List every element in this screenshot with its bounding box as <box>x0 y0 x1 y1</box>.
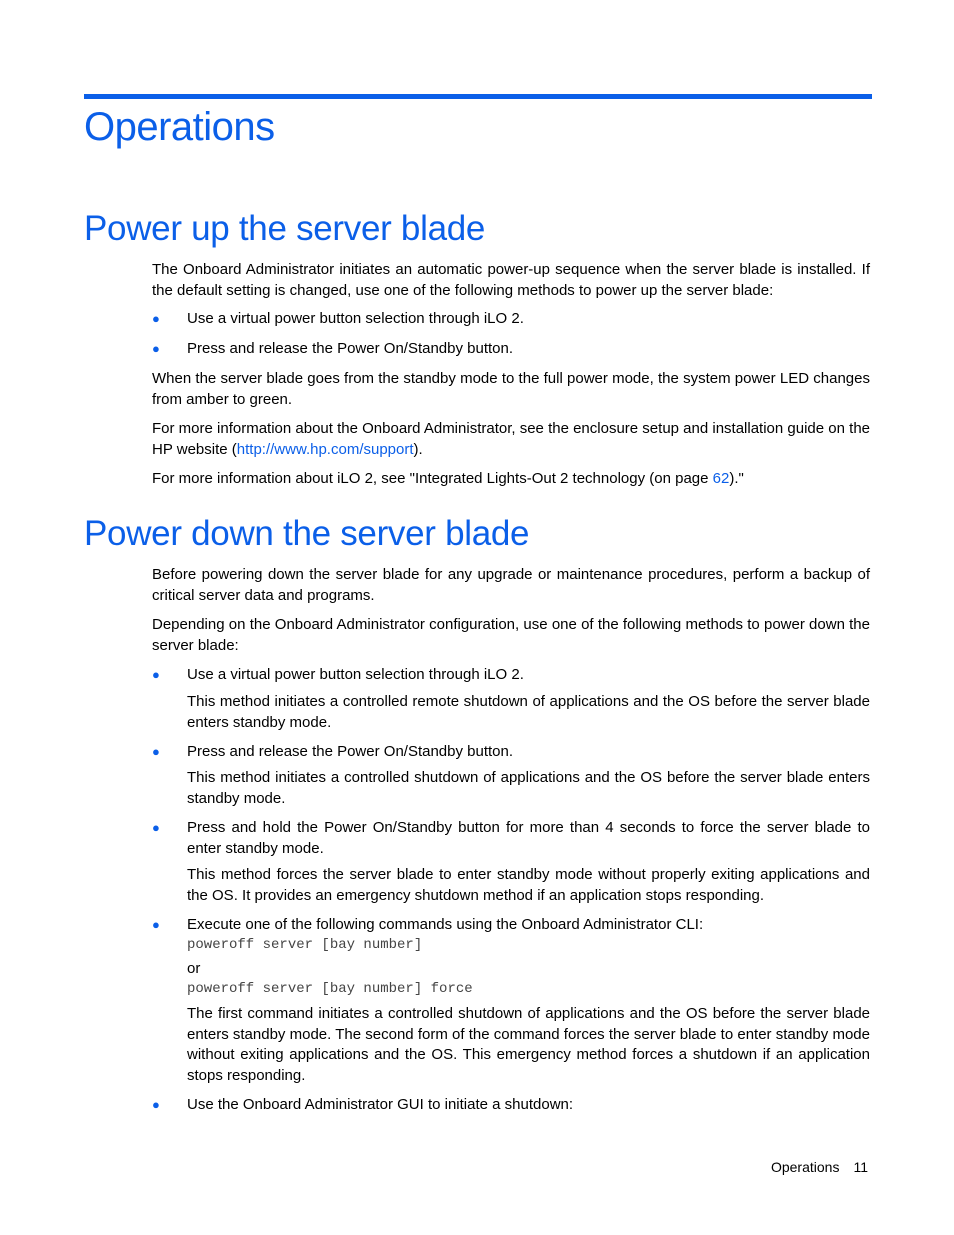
list-item-text: Execute one of the following commands using the Onboard Administrator CLI: <box>187 916 704 933</box>
hp-support-link[interactable]: http://www.hp.com/support <box>236 440 414 458</box>
list-item-text: Use a virtual power button selection through iLO 2. <box>187 666 524 683</box>
oa-info-text: For more information about the Onboard Administrator, see the enclosure setup and installation guide on the HP website ( <box>152 420 870 458</box>
bullet-icon: ● <box>152 820 160 835</box>
bullet-icon: ● <box>152 917 160 932</box>
bullet-icon: ● <box>152 744 160 759</box>
or-text: or <box>187 960 201 977</box>
ilo-info-text-end: )." <box>729 470 744 487</box>
list-item-text: Press and release the Power On/Standby button. <box>187 743 514 760</box>
section-heading-power-up: Power up the server blade <box>84 209 486 248</box>
method-description: This method initiates a controlled remote shutdown of applications and the OS before the server blade enters standby mode. <box>187 693 870 731</box>
power-up-intro: The Onboard Administrator initiates an automatic power-up sequence when the server blade is installed. If the default setting is changed, use one of the following methods to power up the server blade: <box>152 261 870 299</box>
footer-section: Operations <box>770 1159 840 1175</box>
list-item-text: Use the Onboard Administrator GUI to initiate a shutdown: <box>187 1096 574 1113</box>
page-number: 11 <box>853 1159 868 1175</box>
title-rule <box>84 94 872 99</box>
oa-info-text-end: ). <box>413 440 423 458</box>
power-down-intro-1: Before powering down the server blade for any upgrade or maintenance procedures, perform a backup of critical server data and programs. <box>152 566 870 604</box>
bullet-icon: ● <box>152 667 160 682</box>
method-description: This method initiates a controlled shutdown of applications and the OS before the server blade enters standby mode. <box>187 769 870 807</box>
page-62-link[interactable]: 62 <box>712 470 730 487</box>
power-down-intro-2: Depending on the Onboard Administrator configuration, use one of the following methods to power down the server blade: <box>152 616 870 654</box>
page-title: Operations <box>84 105 275 149</box>
bullet-icon: ● <box>152 341 160 356</box>
ilo-info-paragraph <box>152 469 870 490</box>
ilo-info-text: For more information about iLO 2, see "Integrated Lights-Out 2 technology (on page <box>152 470 713 487</box>
list-item-text: Press and release the Power On/Standby button. <box>187 340 514 357</box>
page-footer <box>771 1158 868 1176</box>
oa-info-paragraph <box>152 419 870 460</box>
bullet-icon: ● <box>152 1097 160 1112</box>
method-description: The first command initiates a controlled shutdown of applications and the OS before the server blade enters standby mode. The second form of the command forces the server blade to enter standby mode without exiting applications and the OS. This emergency method forces a shutdown if an application stops responding. <box>187 1005 870 1084</box>
method-description: This method forces the server blade to enter standby mode without properly exiting applications and the OS. It provides an emergency shutdown method if an application stops responding. <box>187 866 870 904</box>
bullet-icon: ● <box>152 311 160 326</box>
section-heading-power-down: Power down the server blade <box>84 514 530 553</box>
cli-command-poweroff-force: poweroff server [bay number] force <box>187 981 473 997</box>
list-item-text: Use a virtual power button selection through iLO 2. <box>187 310 524 327</box>
list-item-text: Press and hold the Power On/Standby button for more than 4 seconds to force the server blade to enter standby mode. <box>187 819 870 857</box>
cli-command-poweroff: poweroff server [bay number] <box>187 937 423 953</box>
led-paragraph: When the server blade goes from the standby mode to the full power mode, the system power LED changes from amber to green. <box>152 370 870 408</box>
